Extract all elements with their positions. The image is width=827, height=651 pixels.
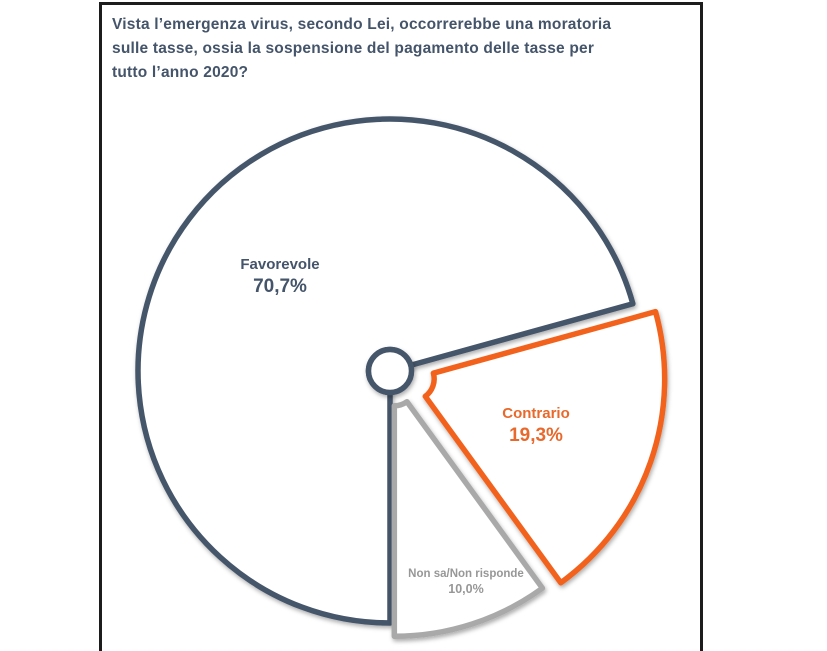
question-line: tutto l’anno 2020? (112, 64, 249, 81)
slice-label-favorevole (180, 254, 380, 298)
slice-label-non-sa-non-risponde (366, 567, 566, 597)
pie-center-ring (369, 350, 412, 393)
slice-value: 19,3% (509, 425, 563, 446)
slice-name: Favorevole (240, 256, 320, 273)
slice-name: Contrario (502, 405, 570, 422)
question-line: Vista l’emergenza virus, secondo Lei, occorrerebbe una moratoria (112, 16, 612, 33)
slice-name: Non sa/Non risponde (408, 568, 524, 580)
question-line: sulle tasse, ossia la sospensione del pagamento delle tasse per (112, 40, 595, 57)
slice-label-contrario (436, 403, 636, 447)
slice-value: 70,7% (253, 276, 307, 297)
slice-value: 10,0% (448, 582, 484, 596)
